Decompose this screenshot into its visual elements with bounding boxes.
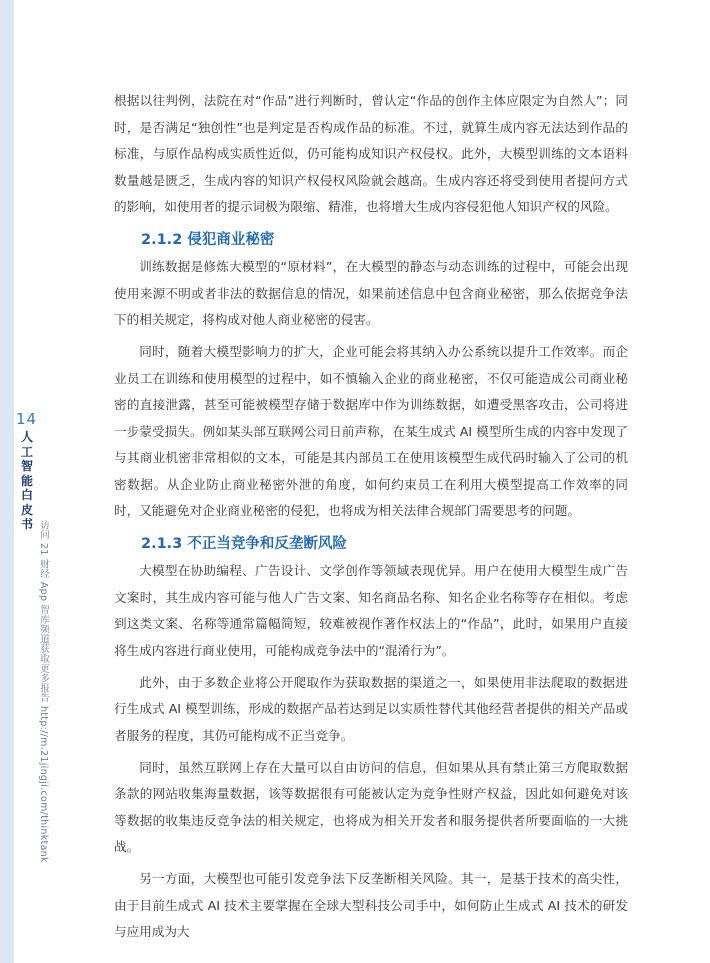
title-char: 白 xyxy=(20,488,33,502)
title-char: 工 xyxy=(20,444,33,459)
body-paragraph: 同时，虽然互联网上存在大量可以自由访问的信息，但如果从具有禁止第三方爬取数据条款的网站收集海量数据，该等数据很有可能被认定为竞争性财产权益，因此如何避免对该等数据的收集违反竞争法的相关规定，也将成为相关开发者和服务提供者所要面临的一大挑战。 xyxy=(114,759,628,854)
title-char: 智 xyxy=(20,459,33,473)
title-char: 能 xyxy=(20,473,33,488)
sidebar-note: 访问 21 财经 App 智库频道获取更多报告 http://m.21jingji.com/thinktank xyxy=(38,520,49,863)
title-char: 皮 xyxy=(20,502,33,517)
page-number: 14 xyxy=(16,410,38,428)
section-heading-2-1-2: 2.1.2 侵犯商业秘密 xyxy=(141,232,275,248)
title-char: 书 xyxy=(20,517,33,531)
body-paragraph: 另一方面，大模型也可能引发竞争法下反垄断相关风险。其一，是基于技术的高尖性，由于目前生成式 AI 技术主要掌握在全球大型科技公司手中，如何防止生成式 AI 技术的研发与应用成为大 xyxy=(114,871,628,939)
body-paragraph: 此外，由于多数企业将公开爬取作为获取数据的渠道之一，如果使用非法爬取的数据进行生成式 AI 模型训练，形成的数据产品若达到足以实质性替代其他经营者提供的相关产品或者服务的程度，其仍可能构成不正当竞争。 xyxy=(114,674,628,743)
title-char: 人 xyxy=(20,430,33,444)
sidebar-stripe xyxy=(0,0,14,963)
section-heading-2-1-3: 2.1.3 不正当竞争和反垄断风险 xyxy=(141,536,347,552)
body-paragraph: 大模型在协助编程、广告设计、文学创作等领域表现优异。用户在使用大模型生成广告文案时，其生成内容可能与他人广告文案、知名商品名称、知名企业名称等存在相似。考虑到这类文案、名称等通常篇幅简短，较难被视作著作权法上的“作品”，此时，如果用户直接将生成内容进行商业使用，可能构成竞争法中的“混淆行为”。 xyxy=(114,563,628,658)
document-title-vertical xyxy=(20,430,34,532)
page-content xyxy=(114,88,628,951)
body-paragraph: 根据以往判例，法院在对“作品”进行判断时，曾认定“作品的创作主体应限定为自然人”；同时，是否满足“独创性”也是判定是否构成作品的标准。不过，就算生成内容无法达到作品的标准，与原作品构成实质性近似，仍可能构成知识产权侵权。此外，大模型训练的文本语料数量越是匮乏，生成内容的知识产权侵权风险就会越高。生成内容还将受到使用者提问方式的影响，如使用者的提示词极为限缩、精准，也将增大生成内容侵犯他人知识产权的风险。 xyxy=(114,93,628,214)
body-paragraph: 训练数据是修炼大模型的“原材料”，在大模型的静态与动态训练的过程中，可能会出现使用来源不明或者非法的数据信息的情况，如果前述信息中包含商业秘密，那么依据竞争法下的相关规定，将构成对他人商业秘密的侵害。 xyxy=(114,259,628,327)
body-paragraph: 同时，随着大模型影响力的扩大，企业可能会将其纳入办公系统以提升工作效率。而企业员工在训练和使用模型的过程中，如不慎输入企业的商业秘密，不仅可能造成公司商业秘密的直接泄露，甚至可能被模型存储于数据库中作为训练数据，如遭受黑客攻击，公司将进一步蒙受损失。例如某头部互联网公司日前声称，在某生成式 AI 模型所生成的内容中发现了与其商业机密非常相似的文本，可能是其内部员工在使用该模型生成代码时输入了公司的机密数据。从企业防止商业秘密外泄的角度，如何约束员工在利用大模型提高工作效率的同时，又能避免对企业商业秘密的侵犯，也将成为相关法律合规部门需要思考的问题。 xyxy=(114,344,628,518)
